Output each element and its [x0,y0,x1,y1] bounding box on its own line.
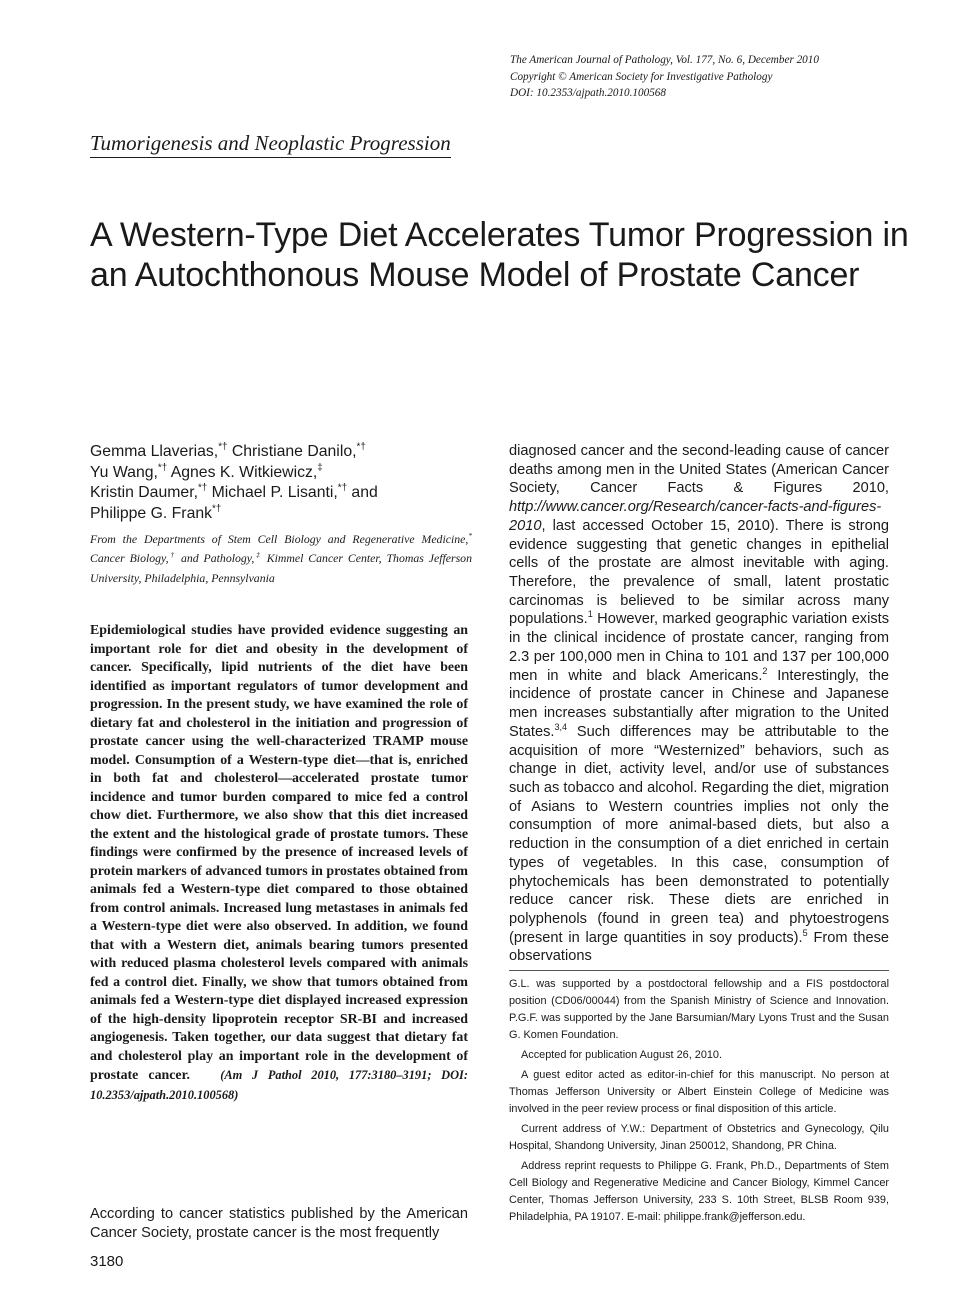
journal-copyright: Copyright © American Society for Investigative Pathology [510,70,773,83]
author-marks: *† [356,441,366,453]
author-marks: *† [157,462,168,474]
page-number: 3180 [90,1253,124,1270]
author-name: Christiane Danilo, [227,443,357,460]
body-text: , last accessed October 15, 2010). There is strong evidence suggesting that genetic changes in epithelial cells of the prostate are almost inevitable with aging. Therefore, the prevalence of small, latent prostatic carcinomas is believed to be similar across many populations. [509,517,889,628]
current-address-footnote: Current address of Y.W.: Department of Obstetrics and Gynecology, Qilu Hospital, Shandong University, Jinan 250012, Shandong, PR China. [509,1123,889,1152]
reference-mark[interactable]: 1 [587,609,593,620]
author-marks: *† [197,482,208,494]
affiliation-mark: † [168,550,177,560]
author-marks: ‡ [317,462,323,474]
author-name: Gemma Llaverias, [90,443,219,460]
article-title: A Western-Type Diet Accelerates Tumor Progression in an Autochthonous Mouse Model of Prostate Cancer [90,216,909,294]
journal-citation: The American Journal of Pathology, Vol. 177, No. 6, December 2010 [510,54,819,66]
author-name: Yu Wang, [90,463,158,481]
author-name: Agnes K. Witkiewicz, [167,463,318,481]
journal-doi: DOI: 10.2353/ajpath.2010.100568 [510,87,666,99]
author-line [90,463,480,484]
reference-mark[interactable]: 5 [802,927,808,938]
author-marks: *† [212,503,222,515]
body-text: diagnosed cancer and the second-leading cause of cancer deaths among men in the United States (American Cancer Society, Cancer Facts & Figures 2010, [509,443,889,497]
author-marks: *† [218,441,228,453]
reference-mark[interactable]: 2 [762,665,768,676]
affiliation-text: From the Departments of Stem Cell Biology and Regenerative Medicine, [90,532,469,546]
body-text: From these observations [509,929,889,965]
footnote-divider [509,970,889,971]
abstract-text: Epidemiological studies have provided evidence suggesting an important role for diet and obesity in the development of cancer. Specifically, lipid nutrients of the diet have been identified as important regulators of tumor development and progression. In the present study, we have examined the role of dietary fat and cholesterol in the initiation and progression of prostate cancer using the well-characterized TRAMP mouse model. Consumption of a Western-type diet—that is, enriched in both fat and cholesterol—accelerated prostate tumor incidence and tumor burden compared to mice fed a control chow diet. Furthermore, we also show that this diet increased the extent and the histological grade of prostate tumors. These findings were confirmed by the presence of increased levels of protein markers of advanced tumors in prostates obtained from animals fed a Western-type diet compared to those obtained from control animals. Increased lung metastases in animals fed a Western-type diet were also observed. In addition, we found that with a Western diet, animals bearing tumors presented with reduced plasma cholesterol levels compared with animals fed a control diet. Finally, we show that tumors obtained from animals fed a Western-type diet displayed increased expression of the high-density lipoprotein receptor SR-BI and increased angiogenesis. Taken together, our data suggest that dietary fat and cholesterol play an important role in the development of prostate cancer. [90,623,468,1083]
author-line [90,504,480,525]
author-name: Michael P. Lisanti, [207,484,338,502]
section-heading: Tumorigenesis and Neoplastic Progression [90,131,451,158]
abstract [90,622,468,1105]
author-name: Philippe G. Frank [90,504,213,522]
acceptance-footnote: Accepted for publication August 26, 2010. [521,1049,723,1061]
intro-paragraph: According to cancer statistics published by the American Cancer Society, prostate cancer is the most frequently [90,1206,468,1241]
reference-mark[interactable]: 3,4 [554,721,568,732]
reprint-footnote: Address reprint requests to Philippe G. Frank, Ph.D., Departments of Stem Cell Biology and Regenerative Medicine and Cancer Biology, Kimmel Cancer Center, Thomas Jefferson University, 233 S. 10th Street, BLSB Room 939, Philadelphia, PA 19107. E-mail: philippe.frank@jefferson.edu. [509,1160,889,1223]
body-text: Such differences may be attributable to the acquisition of more “Westernized” behaviors, such as change in diet, activity level, and/or use of substances such as tobacco and alcohol. Regarding the diet, migration of Asians to Western countries implies not only the consumption of more animal-based diets, but also a reduction in the consumption of a diet enriched in certain types of vegetables. In this case, consumption of phytochemicals has been demonstrated to potentially reduce cancer risk. These diets are enriched in polyphenols (found in green tea) and phytoestrogens (present in large quantities in soy products). [509,723,889,946]
author-list [90,442,480,524]
author-line [90,483,480,504]
body-text: Interestingly, the incidence of prostate cancer in Chinese and Japanese men increases substantially after migration to the United States. [509,667,889,740]
abstract-citation: (Am J Pathol 2010, 177:3180–3191; DOI: 10.2353/ajpath.2010.100568) [90,1068,468,1102]
body-text: However, marked geographic variation exists in the clinical incidence of prostate cancer, ranging from 2.3 per 100,000 men in China to 101 and 137 per 100,000 men in white and black Americans. [509,611,889,684]
funding-footnote: G.L. was supported by a postdoctoral fellowship and a FIS postdoctoral position (CD06/00044) from the Spanish Ministry of Science and Innovation. P.G.F. was supported by the Jane Barsumian/Mary Lyons Trust and the Susan G. Komen Foundation. [509,978,889,1041]
journal-info [510,52,930,102]
affiliation-mark: * [468,531,472,541]
affiliation-mark: ‡ [254,550,262,560]
editor-footnote: A guest editor acted as editor-in-chief for this manuscript. No person at Thomas Jefferson University or Albert Einstein College of Medicine was involved in the peer review process or final disposition of this article. [509,1069,889,1115]
footnotes [509,976,889,1226]
affiliation [90,530,472,588]
affiliation-text: Kimmel Cancer Center, Thomas Jefferson University, Philadelphia, Pennsylvania [90,551,472,585]
author-name: Kristin Daumer, [90,484,198,502]
author-line [90,442,480,463]
body-text-column [509,442,889,966]
author-marks: *† [337,482,348,494]
author-conjunction: and [347,484,378,502]
reference-url[interactable]: http://www.cancer.org/Research/cancer-facts-and-figures-2010 [509,499,882,534]
affiliation-text: and Pathology, [176,551,255,566]
affiliation-text: Cancer Biology, [90,551,169,566]
